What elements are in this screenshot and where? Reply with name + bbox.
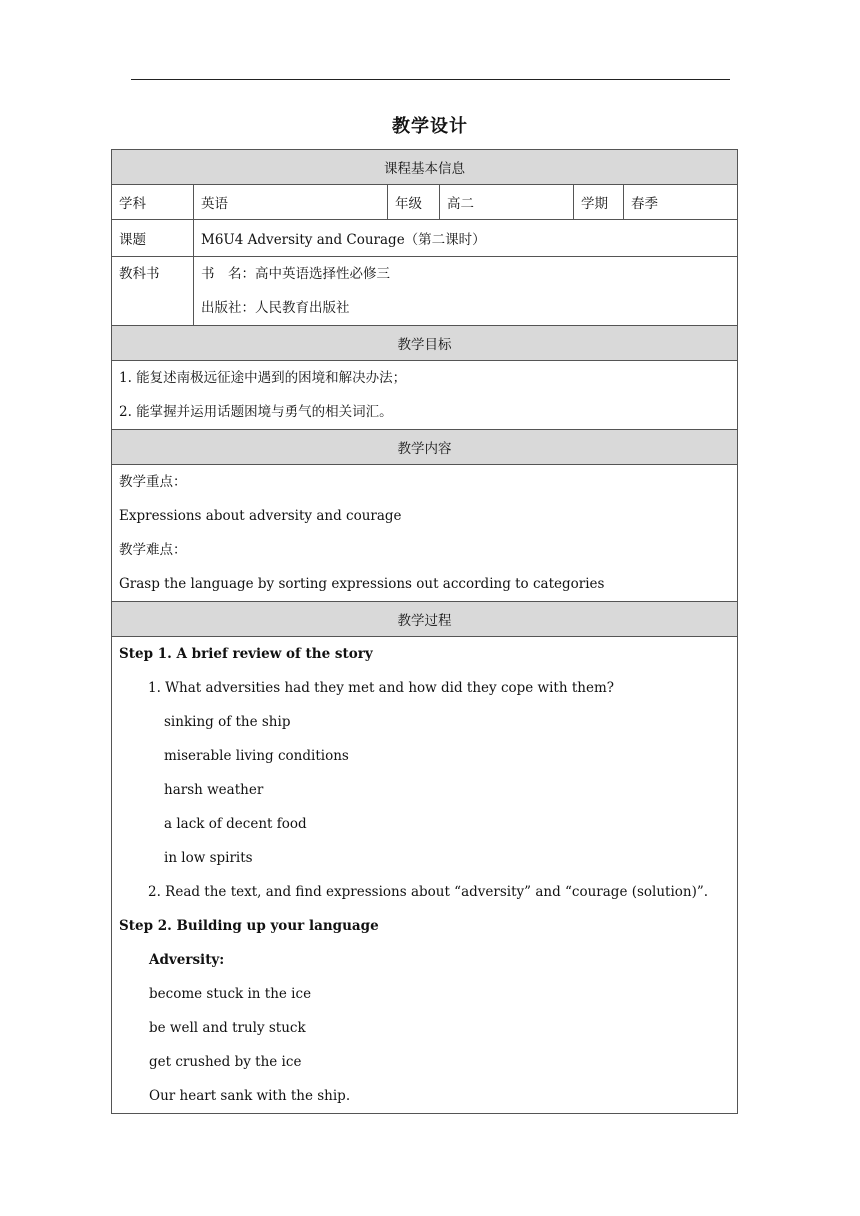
question-1: 1. What adversities had they met and how did they cope with them? [148, 680, 614, 696]
key-point-text: Expressions about adversity and courage [119, 508, 402, 524]
key-point-label: 教学重点： [119, 474, 187, 490]
topic-label: 课题 [112, 220, 194, 257]
info-row [112, 185, 738, 220]
step2-title: Step 2. Building up your language [119, 918, 379, 934]
topic-row [112, 220, 738, 257]
adversity-item: a lack of decent food [164, 816, 307, 832]
textbook-row [112, 257, 738, 326]
topic-value: M6U4 Adversity and Courage（第二课时） [194, 220, 738, 257]
objective-item: 1. 能复述南极远征途中遇到的困境和解决办法； [119, 370, 407, 386]
term-value: 春季 [624, 185, 738, 220]
header-rule [131, 79, 730, 80]
expression-item: be well and truly stuck [149, 1020, 306, 1036]
step1-title: Step 1. A brief review of the story [119, 646, 373, 662]
expression-item: get crushed by the ice [149, 1054, 302, 1070]
objective-item: 2. 能掌握并运用话题困境与勇气的相关词汇。 [119, 404, 393, 420]
difficulty-text: Grasp the language by sorting expressions out according to categories [119, 576, 605, 592]
book-name-line: 书 名：高中英语选择性必修三 [201, 266, 390, 282]
subject-value: 英语 [194, 185, 388, 220]
subject-label: 学科 [112, 185, 194, 220]
section-objectives: 教学目标 [112, 326, 738, 361]
textbook-label: 教科书 [119, 266, 160, 282]
publisher-line: 出版社：人民教育出版社 [201, 300, 350, 316]
term-label: 学期 [574, 185, 624, 220]
section-basic-info: 课程基本信息 [112, 150, 738, 185]
adversity-item: in low spirits [164, 850, 253, 866]
section-content: 教学内容 [112, 430, 738, 465]
grade-label: 年级 [388, 185, 440, 220]
process-row [112, 637, 738, 1114]
objectives-row [112, 361, 738, 430]
lesson-plan-table [111, 149, 738, 1114]
section-process: 教学过程 [112, 602, 738, 637]
question-2: 2. Read the text, and find expressions about “adversity” and “courage (solution)”. [148, 884, 709, 900]
adversity-item: sinking of the ship [164, 714, 291, 730]
expression-item: become stuck in the ice [149, 986, 312, 1002]
adversity-heading: Adversity: [149, 952, 225, 968]
adversity-item: miserable living conditions [164, 748, 349, 764]
adversity-item: harsh weather [164, 782, 264, 798]
difficulty-label: 教学难点： [119, 542, 187, 558]
grade-value: 高二 [440, 185, 574, 220]
document-title: 教学设计 [392, 116, 468, 137]
expression-item: Our heart sank with the ship. [149, 1088, 351, 1104]
content-row [112, 465, 738, 602]
